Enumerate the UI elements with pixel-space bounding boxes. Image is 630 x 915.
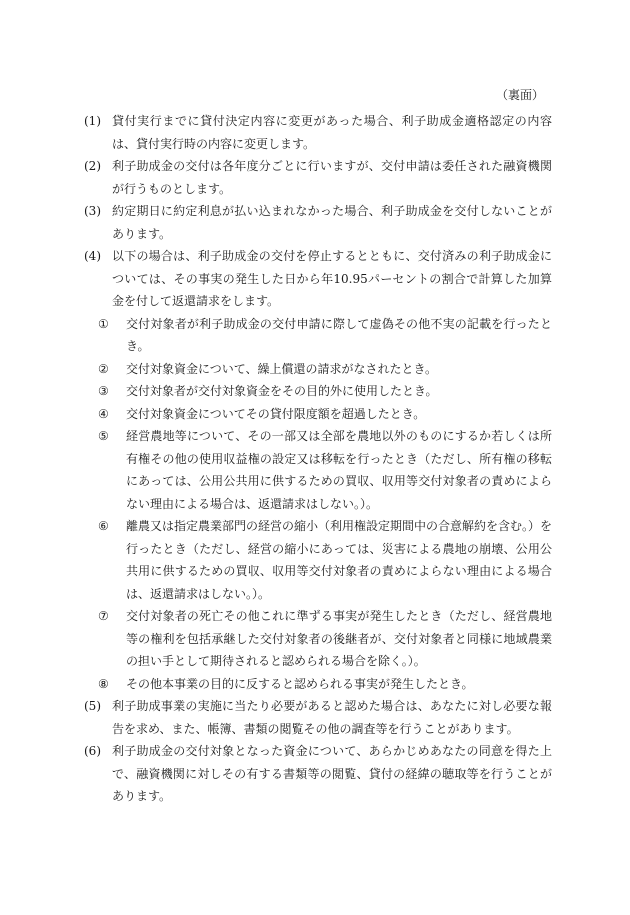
- subclause-6: [98, 515, 552, 605]
- clause-3: [84, 200, 552, 245]
- clause-text: 利子助成事業の実施に当たり必要があると認めた場合は、あなたに対し必要な報告を求め、また、帳簿、書類の閲覧その他の調査等を行うことがあります。: [112, 699, 552, 736]
- subclause-7: [98, 605, 552, 673]
- document-body: [84, 110, 552, 808]
- subclause-3: [98, 380, 552, 403]
- subclause-text: その他本事業の目的に反すると認められる事実が発生したとき。: [126, 676, 474, 691]
- subclause-number: ②: [98, 361, 109, 376]
- subclause-text: 交付対象者が交付対象資金をその目的外に使用したとき。: [126, 384, 438, 398]
- clause-number: (5): [84, 699, 101, 713]
- subclause-text: 離農又は指定農業部門の経営の縮小（利用権設定期間中の合意解約を含む。）を行ったとき（ただし、経営の縮小にあっては、災害による農地の崩壊、公用公共用に供するための買収、収用等交付対象者の責めによらない理由による場合は、返還請求はしない。）。: [126, 519, 553, 601]
- subclause-number: ①: [98, 316, 109, 331]
- clause-text: 貸付実行までに貸付決定内容に変更があった場合、利子助成金適格認定の内容は、貸付実行時の内容に変更します。: [112, 114, 552, 151]
- subclause-2: [98, 358, 552, 381]
- subclause-text: 経営農地等について、その一部又は全部を農地以外のものにするか若しくは所有権その他の使用収益権の設定又は移転を行ったとき（ただし、所有権の移転にあっては、公用公共用に供するための買収、収用等交付対象者の責めによらない理由による場合は、返還請求はしない。）。: [126, 429, 552, 511]
- subclause-text: 交付対象者の死亡その他これに準ずる事実が発生したとき（ただし、経営農地等の権利を包括承継した交付対象者の後継者が、交付対象者と同様に地域農業の担い手として期待されると認められる場合を除く。）。: [126, 609, 552, 668]
- clause-text: 利子助成金の交付は各年度分ごとに行いますが、交付申請は委任された融資機関が行うものとします。: [112, 159, 552, 196]
- clause-number: (6): [84, 744, 101, 758]
- clause-number: (3): [84, 204, 101, 218]
- page-side-label: （裏面）: [495, 88, 544, 102]
- subclause-number: ⑤: [98, 429, 109, 443]
- clause-text: 以下の場合は、利子助成金の交付を停止するとともに、交付済みの利子助成金については、その事実の発生した日から年10.95パーセントの割合で計算した加算金を付して返還請求をします。: [112, 249, 552, 308]
- clause-1: [84, 110, 552, 155]
- clause-number: (4): [84, 249, 101, 263]
- subclause-number: ⑥: [98, 519, 109, 533]
- clause-5: [84, 695, 552, 740]
- subclause-number: ⑦: [98, 609, 109, 623]
- subclause-text: 交付対象資金についてその貸付限度額を超過したとき。: [126, 406, 426, 421]
- clause-number: (2): [84, 159, 101, 173]
- clause-4: [84, 245, 552, 313]
- subclause-5: [98, 425, 552, 515]
- subclause-number: ⑧: [98, 676, 109, 691]
- clause-6: [84, 740, 552, 808]
- subclause-number: ③: [98, 384, 109, 398]
- subclause-1: [98, 313, 552, 358]
- subclause-8: [98, 673, 552, 696]
- subclause-number: ④: [98, 406, 109, 421]
- subclause-text: 交付対象者が利子助成金の交付申請に際して虚偽その他不実の記載を行ったとき。: [126, 316, 552, 353]
- subclause-text: 交付対象資金について、繰上償還の請求がなされたとき。: [126, 361, 438, 376]
- subclause-4: [98, 403, 552, 426]
- clause-number: (1): [84, 114, 101, 128]
- clause-2: [84, 155, 552, 200]
- clause-text: 利子助成金の交付対象となった資金について、あらかじめあなたの同意を得た上で、融資機関に対しその有する書類等の閲覧、貸付の経緯の聴取等を行うことがあります。: [112, 744, 552, 803]
- clause-text: 約定期日に約定利息が払い込まれなかった場合、利子助成金を交付しないことがあります。: [112, 204, 552, 241]
